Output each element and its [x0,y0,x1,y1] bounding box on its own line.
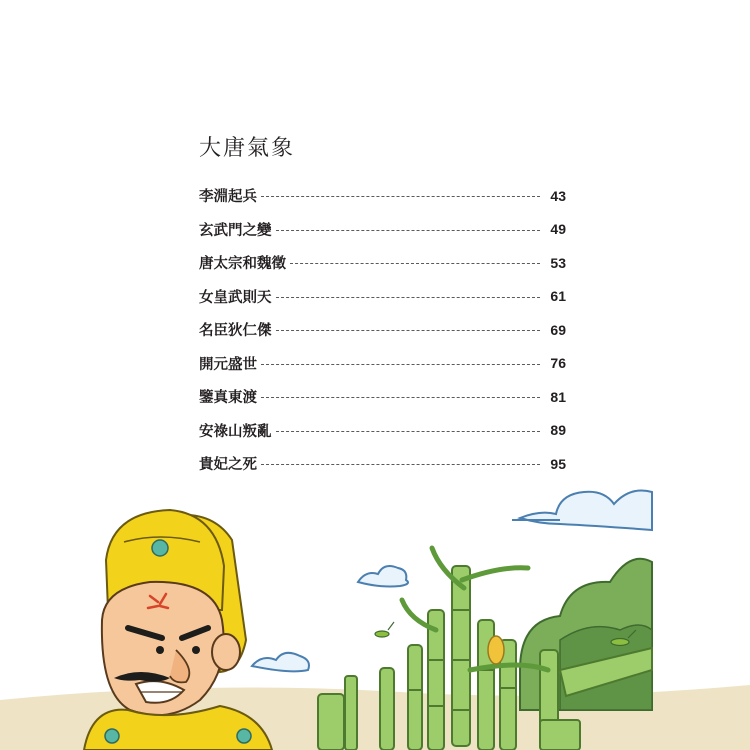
dotted-leader [276,297,541,298]
toc-page-number: 61 [550,288,566,305]
dotted-leader [276,330,541,331]
toc-entry-title: 名臣狄仁傑 [199,323,272,340]
dotted-leader [261,196,540,197]
toc-entry-title: 玄武門之變 [199,222,272,239]
toc-page-number: 89 [550,422,566,439]
toc-page-number: 76 [550,355,566,372]
toc-entry [199,380,566,414]
toc-entry [199,313,566,347]
corn-cob [488,636,504,664]
toc-entry [199,414,566,448]
cloud-large [512,491,652,531]
toc-entry-title: 開元盛世 [199,356,257,373]
toc-entry-title: 李淵起兵 [199,189,257,206]
toc-entry-title: 鑒真東渡 [199,390,257,407]
toc-entry-title: 女皇武則天 [199,289,272,306]
toc-page-number: 49 [550,221,566,238]
cartoon-illustration [0,470,750,750]
dotted-leader [276,431,541,432]
dotted-leader [290,263,540,264]
dotted-leader [261,364,540,365]
dotted-leader [276,230,541,231]
toc-page-number: 81 [550,388,566,405]
toc-entry [199,347,566,381]
toc-entry [199,179,566,213]
grasshopper-icon [375,622,394,637]
toc-page-number: 69 [550,321,566,338]
toc-entry [199,280,566,314]
toc-entry [199,213,566,247]
dotted-leader [261,464,540,465]
section-title: 大唐氣象 [199,136,296,161]
toc-entry-title: 唐太宗和魏徵 [199,256,286,273]
toc-entry-title: 安祿山叛亂 [199,423,272,440]
toc-page-number: 43 [550,187,566,204]
cloud-low [252,653,309,672]
toc-page-number: 53 [550,254,566,271]
emperor-character [84,510,272,750]
table-of-contents [199,179,566,481]
toc-entry-title: 貴妃之死 [199,457,257,474]
cloud-small [358,566,408,587]
toc-page-number: 95 [550,455,566,472]
toc-entry [199,246,566,280]
dotted-leader [261,397,540,398]
